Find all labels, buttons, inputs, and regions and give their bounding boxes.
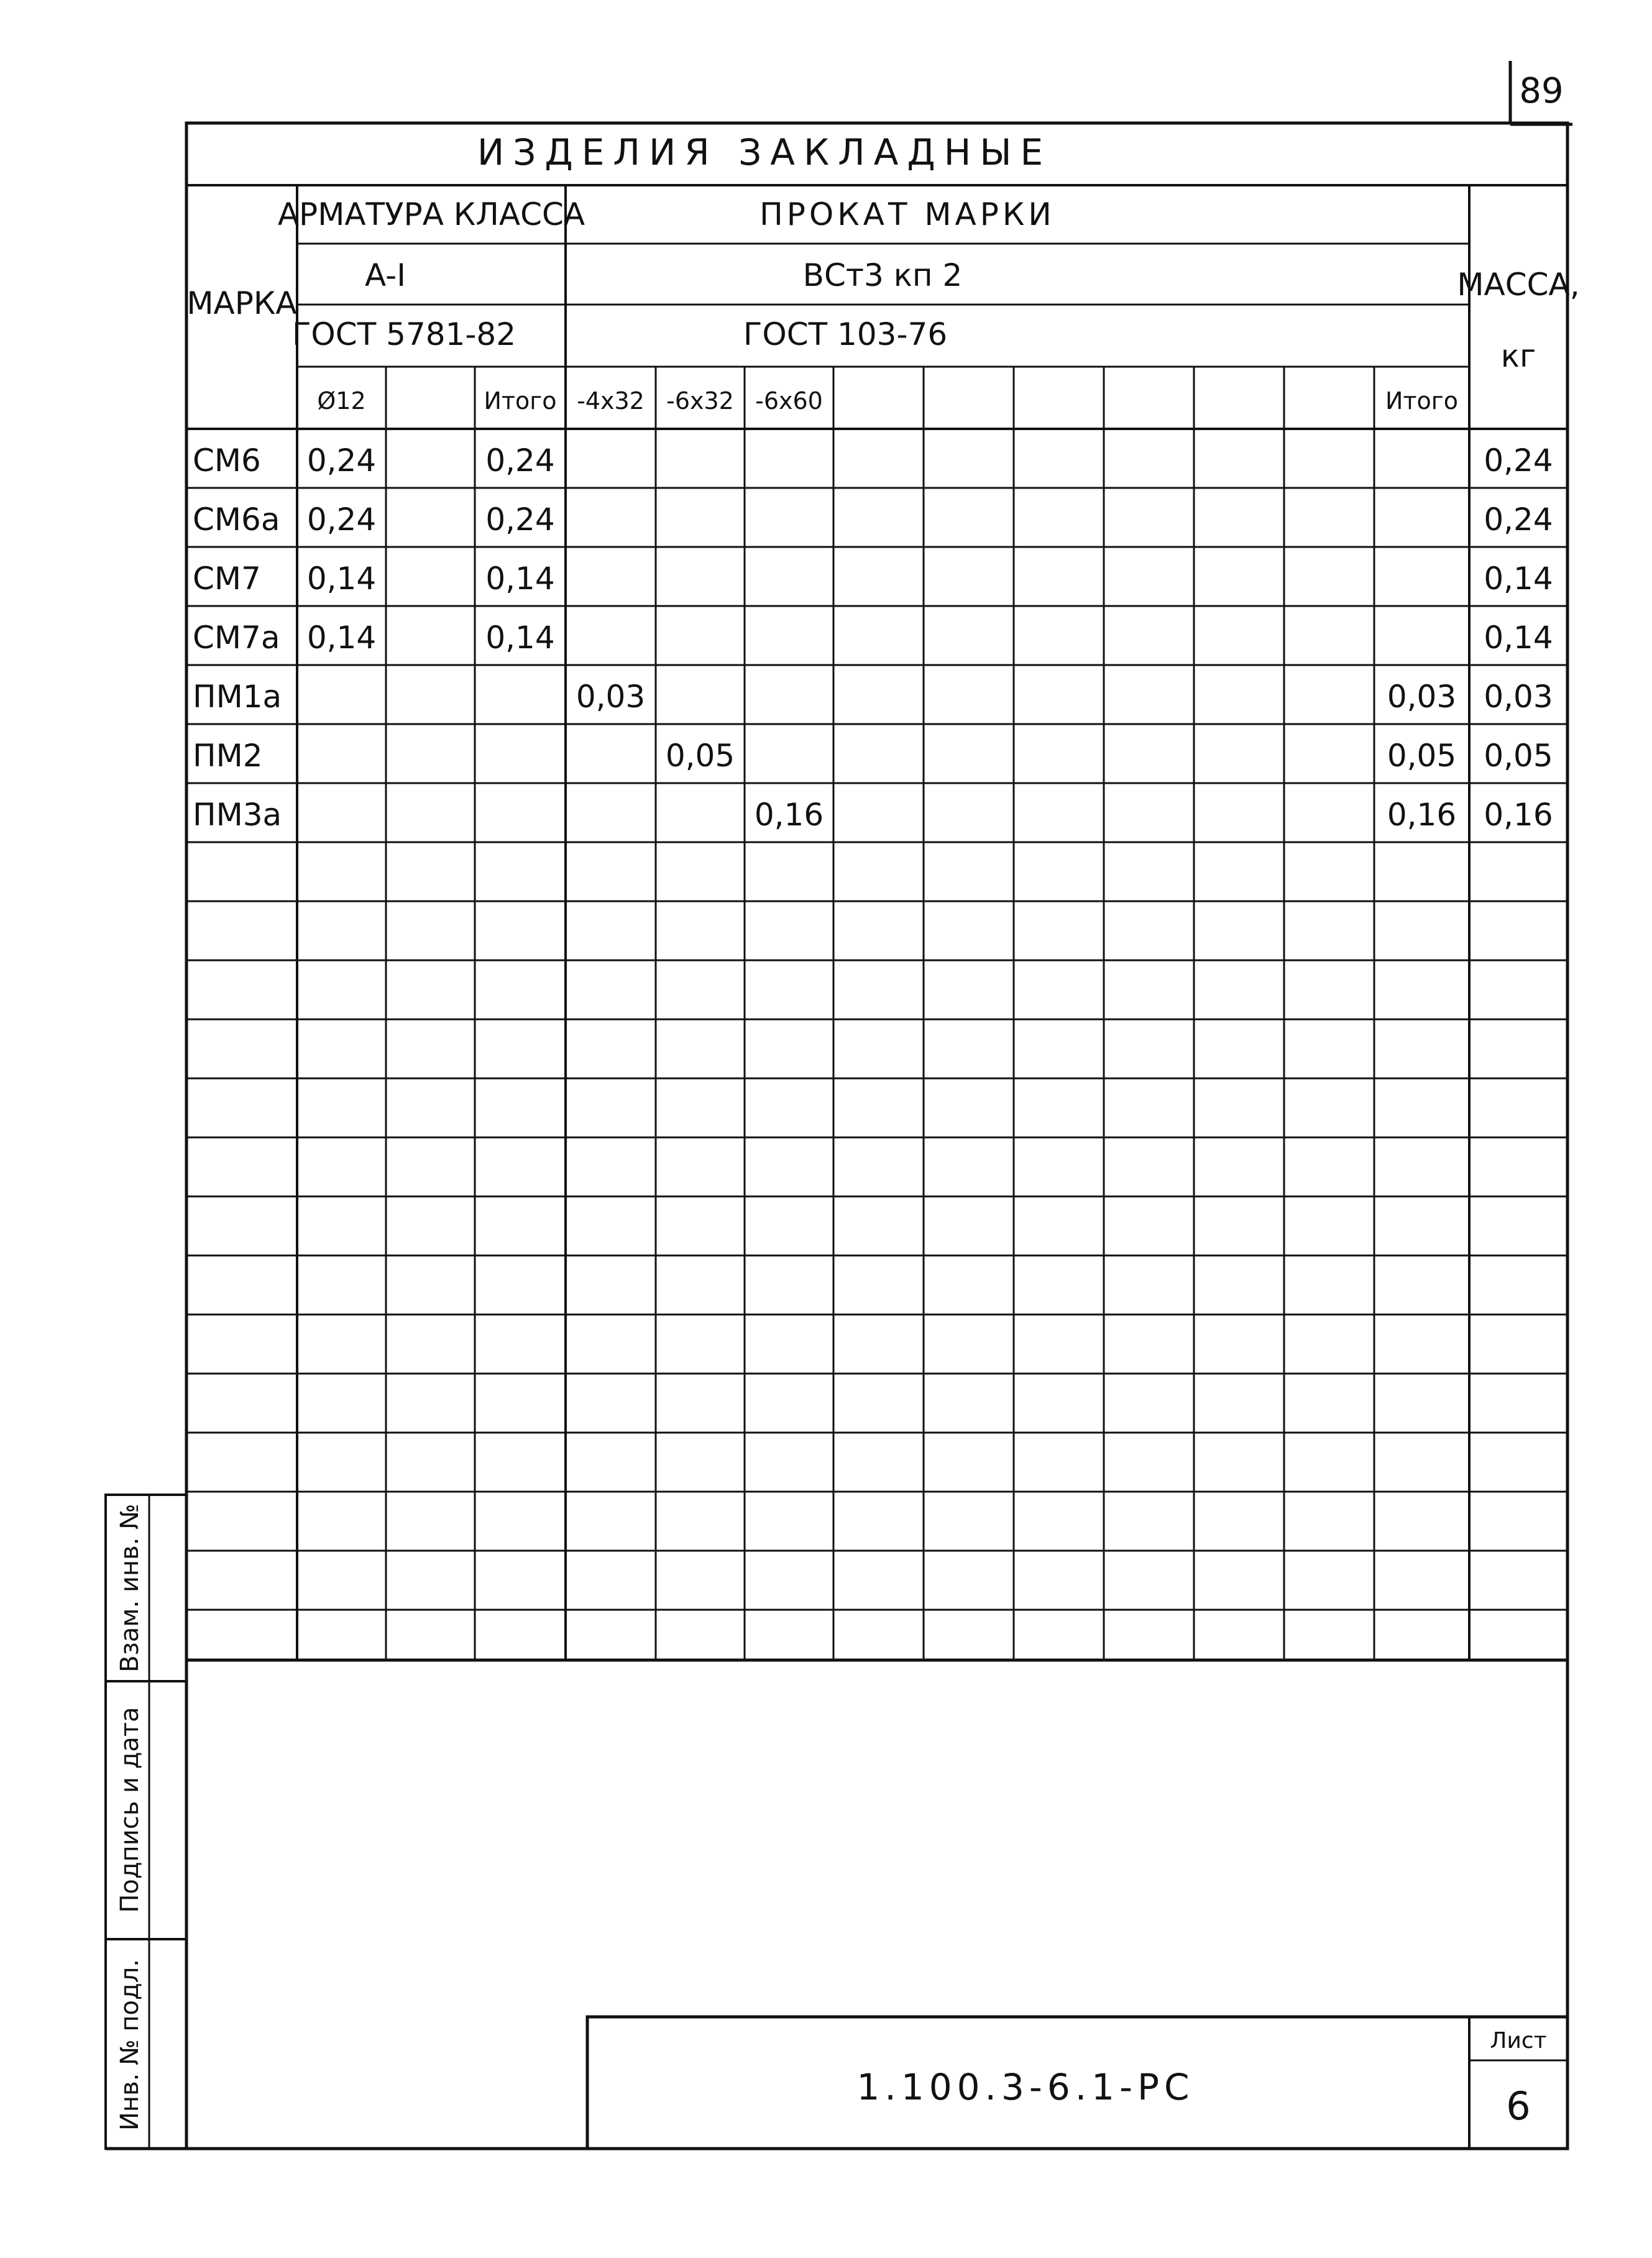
table-cell: 0,05 [1387,738,1457,774]
row-mark: ПМ1а [193,679,282,715]
row-mark: СМ6 [193,443,261,479]
table-cell: 0,03 [576,679,646,715]
row-mark: СМ7 [193,561,261,597]
sub-header: -4x32 [577,387,645,415]
table-cell: 0,14 [306,561,377,597]
table-cell: 0,14 [485,620,555,656]
sheet-number: 6 [1506,2083,1531,2129]
row-mass: 0,14 [1484,561,1553,597]
table-cell: 0,14 [306,620,377,656]
row-mass: 0,14 [1484,620,1553,656]
sub-header: Ø12 [317,387,366,415]
rebar-class-label: АРМАТУРА КЛАССА [277,196,585,232]
rolled-grade-value: ВСт3 кп 2 [802,257,963,293]
table-cell: 0,24 [485,502,555,538]
stamp-signature-date: Подпись и дата [116,1707,144,1913]
table-cell: 0,16 [754,797,824,833]
row-mass: 0,24 [1484,502,1553,538]
row-mass: 0,24 [1484,443,1553,479]
stamp-inv-original: Инв. № подл. [116,1959,144,2131]
rebar-class-value: A-I [365,257,406,293]
table-cell: 0,24 [306,443,377,479]
rebar-standard: ГОСТ 5781-82 [291,316,516,352]
row-mark: СМ7а [193,620,280,656]
sub-header: -6x60 [755,387,823,415]
table-grid [186,367,1567,1660]
mark-column-header: МАРКА [186,285,297,321]
row-mark: ПМ2 [193,738,263,774]
table-frame [186,123,1567,1660]
mass-unit: кг [1500,338,1536,374]
sub-header: Итого [484,387,557,415]
row-mark: ПМ3а [193,797,282,833]
table-cell: 0,24 [485,443,555,479]
sub-header: Итого [1385,387,1459,415]
table-cell: 0,03 [1387,679,1457,715]
rolled-standard: ГОСТ 103-76 [743,316,948,352]
page-number: 89 [1519,71,1564,111]
table-cell: 0,24 [306,502,377,538]
mass-header: МАССА, [1457,267,1580,303]
table-cell: 0,05 [665,738,735,774]
table-cell: 0,16 [1387,797,1457,833]
row-mass: 0,03 [1484,679,1553,715]
row-mass: 0,05 [1484,738,1553,774]
row-mark: СМ6а [193,502,280,538]
sheet-label: Лист [1490,2028,1547,2054]
rolled-grade-label: ПРОКАТ МАРКИ [759,196,1055,232]
table-cell: 0,14 [485,561,555,597]
sub-header: -6x32 [666,387,734,415]
row-mass: 0,16 [1484,797,1553,833]
table-title: ИЗДЕЛИЯ ЗАКЛАДНЫЕ [477,131,1052,173]
stamp-replaced-inv: Взам. инв. № [116,1503,144,1673]
document-code: 1.100.3-6.1-РС [856,2066,1195,2108]
